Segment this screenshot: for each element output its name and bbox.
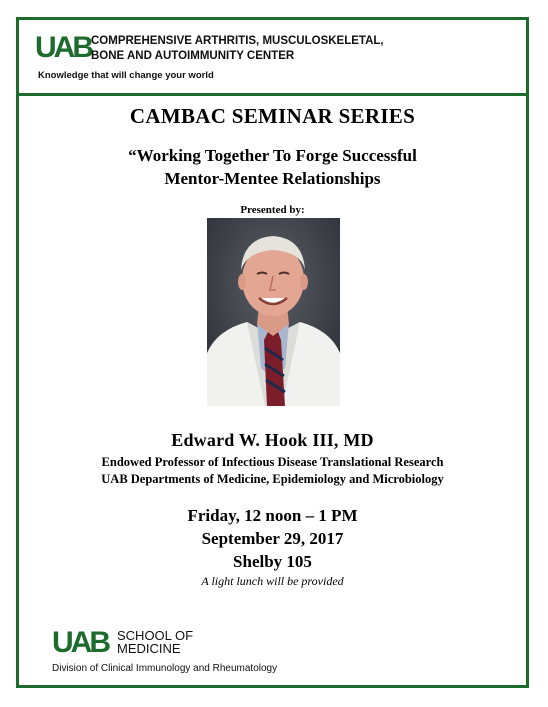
uab-school-logo: UAB bbox=[52, 626, 108, 659]
talk-title-line2: Mentor-Mentee Relationships bbox=[164, 169, 381, 188]
lunch-note: A light lunch will be provided bbox=[201, 574, 344, 588]
center-name-line1: COMPREHENSIVE ARTHRITIS, MUSCULOSKELETAL, bbox=[91, 35, 384, 47]
division-name: Division of Clinical Immunology and Rheumatology bbox=[52, 663, 278, 674]
uab-logo: UAB bbox=[35, 31, 91, 64]
tagline: Knowledge that will change your world bbox=[38, 70, 214, 81]
center-name-line2: BONE AND AUTOIMMUNITY CENTER bbox=[91, 50, 295, 62]
speaker-name: Edward W. Hook III, MD bbox=[171, 430, 374, 450]
seminar-series-heading: CAMBAC SEMINAR SERIES bbox=[129, 104, 416, 128]
school-line2: MEDICINE bbox=[117, 641, 181, 656]
speaker-photo bbox=[207, 218, 340, 406]
header-divider bbox=[19, 93, 526, 96]
presented-by-label: Presented by: bbox=[240, 204, 305, 216]
event-time: Friday, 12 noon – 1 PM bbox=[187, 506, 358, 525]
event-date: September 29, 2017 bbox=[201, 529, 344, 548]
talk-title-line1: “Working Together To Forge Successful bbox=[128, 146, 417, 165]
school-line1: SCHOOL OF bbox=[117, 628, 194, 643]
school-of-medicine-label bbox=[117, 629, 193, 655]
center-name bbox=[91, 34, 384, 64]
speaker-portrait-image bbox=[207, 218, 340, 406]
speaker-title: Endowed Professor of Infectious Disease Translational Research bbox=[101, 455, 444, 469]
event-location: Shelby 105 bbox=[233, 552, 312, 571]
speaker-departments: UAB Departments of Medicine, Epidemiology and Microbiology bbox=[101, 472, 444, 486]
